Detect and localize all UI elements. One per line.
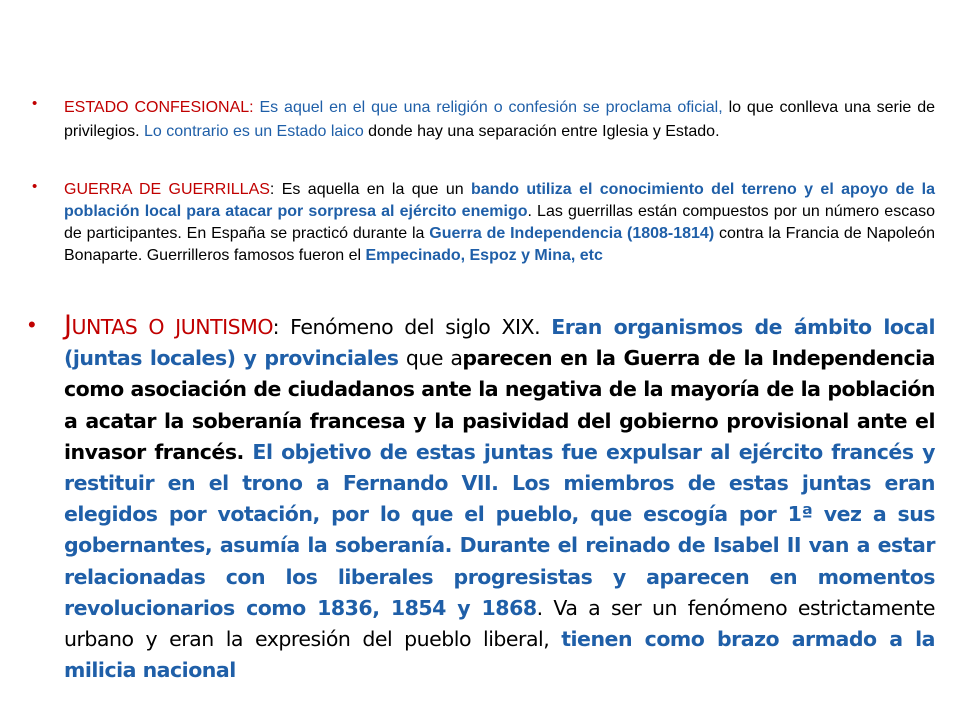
term-title: UNTAS O JUNTISMO <box>71 315 273 339</box>
bullet-icon: • <box>28 312 36 337</box>
definition-plain: Es aquella en la que un <box>281 181 471 198</box>
term-title: GUERRA DE GUERRILLAS <box>64 181 270 198</box>
definition-bold: parecen en la Guerra de la Independencia como asociación de ciudadanos ante la negativa de la mayoría de la población a acatar la soberanía francesa y la pasividad del gobierno provisional ante el invasor francés. <box>64 346 935 464</box>
bullet-icon: • <box>32 95 38 112</box>
definition-plain: que a <box>398 346 463 371</box>
term-initial: J <box>64 310 72 341</box>
definition-text <box>64 310 935 686</box>
definition-plain: donde hay una separación entre Iglesia y Estado. <box>363 123 720 140</box>
definition-highlight: Guerra de Independencia (1808-1814) <box>429 225 715 242</box>
definition-plain: lo que conlleva una serie de privilegios. <box>64 99 935 140</box>
definition-text <box>64 179 935 267</box>
term-colon: : <box>249 99 260 116</box>
definition-highlight: Lo contrario es un Estado laico <box>144 123 364 140</box>
definition-text <box>64 96 935 144</box>
definition-highlight: Es aquel en el que una religión o confesión se proclama oficial, <box>259 99 723 116</box>
term-colon: : <box>269 181 282 198</box>
bullet-icon: • <box>32 178 38 195</box>
definition-plain: . Va a ser un fenómeno estrictamente urbano y eran la expresión del pueblo liberal, <box>64 595 935 652</box>
definition-highlight: Empecinado, Espoz y Mina, etc <box>365 247 603 264</box>
definition-plain: contra la Francia de Napoleón Bonaparte. Guerrilleros famosos fueron el <box>64 225 936 264</box>
definition-highlight: El objetivo de estas juntas fue expulsar al ejército francés y restituir en el trono a Fernando VII. Los miembros de estas juntas eran elegidos por votación, por lo que el pueblo, que escogía por 1ª vez a sus gobernantes, asumía la soberanía. Durante el reinado de Isabel II van a estar relacionadas con los liberales progresistas y aparecen en momentos revolucionarios como 1836, 1854 y 1868 <box>64 439 935 620</box>
definition-plain: . Las guerrillas están compuestos por un número escaso de participantes. En España se practicó durante la <box>64 203 935 242</box>
definition-highlight: bando utiliza el conocimiento del terreno y el apoyo de la población local para atacar por sorpresa al ejército enemigo <box>64 181 936 220</box>
definition-highlight: Eran organismos de ámbito local (juntas locales) y provinciales <box>64 315 935 371</box>
definition-plain: Fenómeno del siglo XIX. <box>290 315 552 339</box>
definition-highlight: tienen como brazo armado a la milicia nacional <box>64 627 935 683</box>
term-colon: : <box>272 315 291 339</box>
term-title: ESTADO CONFESIONAL <box>64 99 250 116</box>
